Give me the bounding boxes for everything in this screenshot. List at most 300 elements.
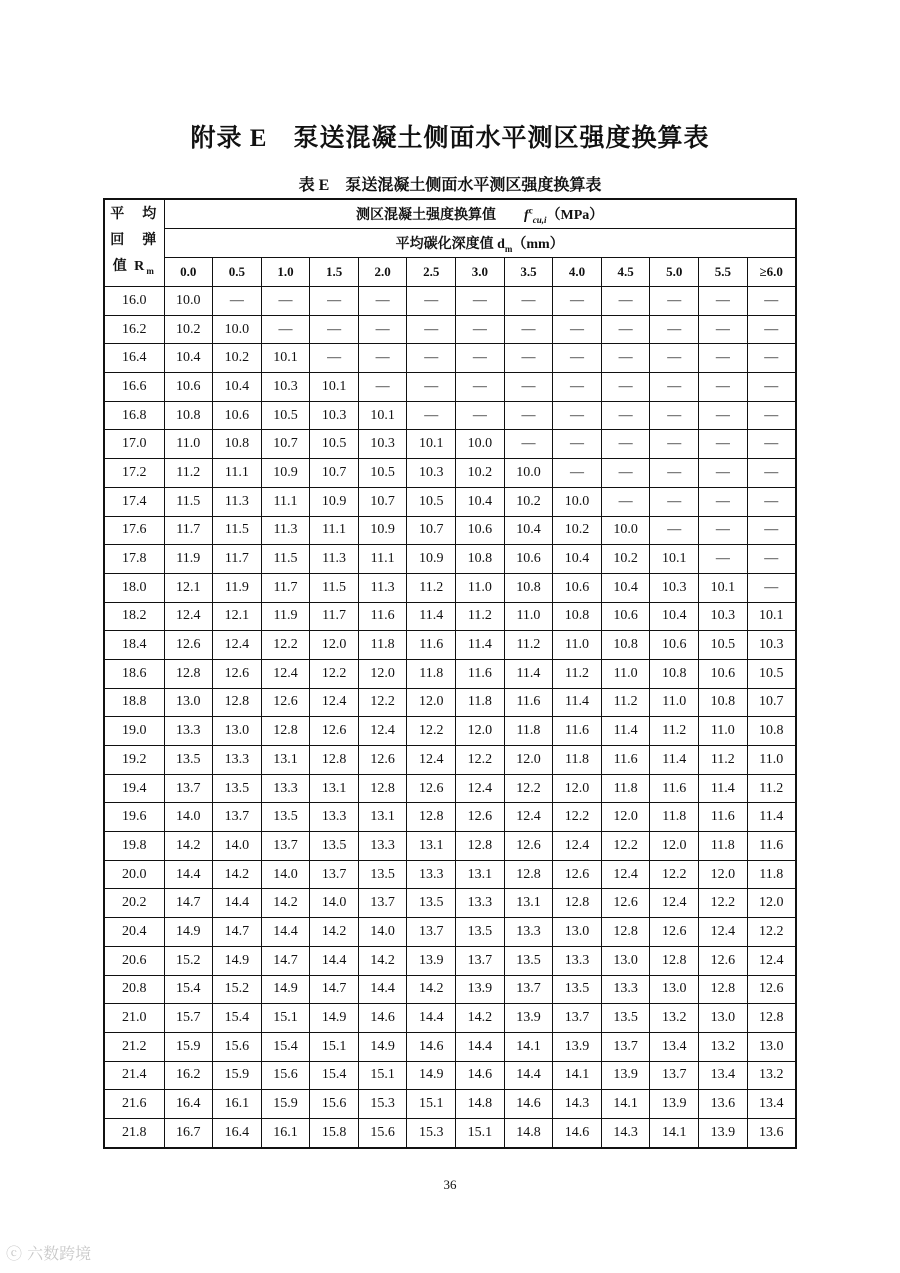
strength-value-cell: 13.6 bbox=[699, 1090, 748, 1119]
strength-value-cell: 13.7 bbox=[601, 1032, 650, 1061]
strength-value-cell: 11.1 bbox=[213, 459, 262, 488]
strength-value-cell: 12.8 bbox=[650, 946, 699, 975]
strength-value-cell: 12.6 bbox=[504, 832, 553, 861]
strength-value-cell: 15.9 bbox=[261, 1090, 310, 1119]
strength-value-cell: — bbox=[553, 344, 602, 373]
strength-value-cell: 15.4 bbox=[261, 1032, 310, 1061]
strength-value-cell: 14.6 bbox=[456, 1061, 505, 1090]
table-row bbox=[104, 918, 796, 947]
strength-value-cell: — bbox=[650, 315, 699, 344]
table-row bbox=[104, 774, 796, 803]
table-row bbox=[104, 573, 796, 602]
group-header-strength: 测区混凝土强度换算值 $f^c_{cu,i}(MPa)$ bbox=[164, 199, 796, 229]
strength-value-cell: 13.7 bbox=[358, 889, 407, 918]
strength-value-cell: 14.2 bbox=[164, 832, 213, 861]
strength-value-cell: — bbox=[747, 545, 796, 574]
strength-value-cell: 10.8 bbox=[213, 430, 262, 459]
strength-conversion-table bbox=[103, 198, 797, 1149]
strength-value-cell: 13.1 bbox=[358, 803, 407, 832]
strength-value-cell: 10.5 bbox=[358, 459, 407, 488]
strength-value-cell: 12.4 bbox=[213, 631, 262, 660]
strength-value-cell: 12.4 bbox=[310, 688, 359, 717]
strength-value-cell: 12.6 bbox=[553, 860, 602, 889]
table-row bbox=[104, 659, 796, 688]
strength-value-cell: 11.5 bbox=[164, 487, 213, 516]
strength-value-cell: 14.0 bbox=[164, 803, 213, 832]
strength-value-cell: 12.6 bbox=[650, 918, 699, 947]
strength-value-cell: 13.0 bbox=[747, 1032, 796, 1061]
strength-value-cell: 14.4 bbox=[213, 889, 262, 918]
strength-value-cell: 15.1 bbox=[310, 1032, 359, 1061]
rebound-value-cell: 20.8 bbox=[104, 975, 164, 1004]
strength-value-cell: 13.7 bbox=[456, 946, 505, 975]
strength-value-cell: 14.4 bbox=[456, 1032, 505, 1061]
strength-value-cell: 11.1 bbox=[358, 545, 407, 574]
strength-value-cell: 14.4 bbox=[358, 975, 407, 1004]
table-row bbox=[104, 315, 796, 344]
strength-value-cell: 14.0 bbox=[261, 860, 310, 889]
strength-value-cell: 11.8 bbox=[650, 803, 699, 832]
rebound-value-cell: 16.0 bbox=[104, 287, 164, 316]
strength-value-cell: 12.2 bbox=[504, 774, 553, 803]
strength-value-cell: 12.8 bbox=[504, 860, 553, 889]
strength-value-cell: 14.4 bbox=[504, 1061, 553, 1090]
strength-value-cell: 11.7 bbox=[213, 545, 262, 574]
rebound-value-cell: 16.2 bbox=[104, 315, 164, 344]
strength-value-cell: 10.7 bbox=[358, 487, 407, 516]
row-header-line1: 平 均 bbox=[110, 207, 159, 223]
strength-value-cell: 16.4 bbox=[213, 1118, 262, 1147]
strength-value-cell: 14.0 bbox=[213, 832, 262, 861]
strength-value-cell: 13.9 bbox=[504, 1004, 553, 1033]
appendix-heading: 附录 E 泵送混凝土侧面水平测区强度换算表 bbox=[190, 125, 710, 152]
strength-value-cell: — bbox=[358, 287, 407, 316]
page-number: 36 bbox=[443, 1177, 457, 1192]
strength-value-cell: 10.4 bbox=[213, 373, 262, 402]
strength-value-cell: 13.3 bbox=[164, 717, 213, 746]
strength-value-cell: 13.3 bbox=[407, 860, 456, 889]
strength-value-cell: — bbox=[310, 315, 359, 344]
strength-value-cell: — bbox=[747, 516, 796, 545]
strength-value-cell: 11.0 bbox=[747, 746, 796, 775]
strength-value-cell: 13.7 bbox=[504, 975, 553, 1004]
strength-value-cell: 14.9 bbox=[407, 1061, 456, 1090]
strength-value-cell: 10.0 bbox=[456, 430, 505, 459]
strength-value-cell: 12.0 bbox=[358, 659, 407, 688]
strength-value-cell: 13.0 bbox=[164, 688, 213, 717]
strength-value-cell: 14.4 bbox=[261, 918, 310, 947]
strength-value-cell: — bbox=[407, 401, 456, 430]
rebound-value-cell: 21.2 bbox=[104, 1032, 164, 1061]
strength-value-cell: 11.2 bbox=[601, 688, 650, 717]
strength-value-cell: 14.4 bbox=[164, 860, 213, 889]
strength-value-cell: 10.7 bbox=[261, 430, 310, 459]
table-row bbox=[104, 946, 796, 975]
strength-value-cell: 10.1 bbox=[261, 344, 310, 373]
column-header: 1.0 bbox=[261, 258, 310, 287]
strength-value-cell: — bbox=[650, 459, 699, 488]
strength-value-cell: 10.3 bbox=[407, 459, 456, 488]
rebound-value-cell: 16.4 bbox=[104, 344, 164, 373]
strength-value-cell: 13.3 bbox=[310, 803, 359, 832]
strength-value-cell: 10.2 bbox=[601, 545, 650, 574]
strength-value-cell: 11.8 bbox=[358, 631, 407, 660]
strength-value-cell: 15.1 bbox=[407, 1090, 456, 1119]
strength-value-cell: 12.2 bbox=[747, 918, 796, 947]
strength-value-cell: 13.2 bbox=[650, 1004, 699, 1033]
column-header: 5.0 bbox=[650, 258, 699, 287]
strength-value-cell: 12.8 bbox=[310, 746, 359, 775]
strength-value-cell: 12.4 bbox=[650, 889, 699, 918]
strength-value-cell: 15.9 bbox=[213, 1061, 262, 1090]
strength-value-cell: — bbox=[358, 315, 407, 344]
table-row bbox=[104, 1090, 796, 1119]
strength-value-cell: 10.0 bbox=[504, 459, 553, 488]
column-header: 3.5 bbox=[504, 258, 553, 287]
strength-value-cell: 12.0 bbox=[699, 860, 748, 889]
strength-value-cell: 12.4 bbox=[504, 803, 553, 832]
strength-value-cell: 14.9 bbox=[213, 946, 262, 975]
strength-value-cell: 15.9 bbox=[164, 1032, 213, 1061]
strength-value-cell: — bbox=[601, 344, 650, 373]
strength-value-cell: 10.9 bbox=[407, 545, 456, 574]
strength-value-cell: 11.4 bbox=[504, 659, 553, 688]
strength-value-cell: 11.4 bbox=[407, 602, 456, 631]
table-row bbox=[104, 803, 796, 832]
strength-value-cell: 13.3 bbox=[456, 889, 505, 918]
strength-value-cell: 13.4 bbox=[650, 1032, 699, 1061]
strength-value-cell: 13.1 bbox=[310, 774, 359, 803]
strength-value-cell: 12.2 bbox=[650, 860, 699, 889]
strength-value-cell: 11.2 bbox=[456, 602, 505, 631]
header-row-group bbox=[104, 199, 796, 229]
strength-value-cell: 11.9 bbox=[164, 545, 213, 574]
strength-value-cell: 10.0 bbox=[213, 315, 262, 344]
strength-value-cell: 11.6 bbox=[456, 659, 505, 688]
strength-value-cell: 10.5 bbox=[699, 631, 748, 660]
table-row bbox=[104, 631, 796, 660]
strength-value-cell: 11.6 bbox=[601, 746, 650, 775]
rebound-value-cell: 19.6 bbox=[104, 803, 164, 832]
column-header: 0.5 bbox=[213, 258, 262, 287]
strength-value-cell: 10.4 bbox=[456, 487, 505, 516]
strength-value-cell: 10.8 bbox=[747, 717, 796, 746]
strength-value-cell: 12.0 bbox=[553, 774, 602, 803]
strength-value-cell: 12.4 bbox=[601, 860, 650, 889]
strength-value-cell: 10.1 bbox=[407, 430, 456, 459]
strength-value-cell: 12.0 bbox=[310, 631, 359, 660]
strength-value-cell: 13.3 bbox=[504, 918, 553, 947]
rebound-value-cell: 17.8 bbox=[104, 545, 164, 574]
strength-value-cell: — bbox=[504, 315, 553, 344]
rebound-value-cell: 17.2 bbox=[104, 459, 164, 488]
strength-value-cell: 11.4 bbox=[456, 631, 505, 660]
strength-value-cell: 12.2 bbox=[358, 688, 407, 717]
strength-value-cell: 11.0 bbox=[164, 430, 213, 459]
strength-value-cell: 14.9 bbox=[358, 1032, 407, 1061]
strength-value-cell: 13.5 bbox=[456, 918, 505, 947]
rebound-value-cell: 17.0 bbox=[104, 430, 164, 459]
strength-value-cell: 13.5 bbox=[213, 774, 262, 803]
strength-value-cell: 13.3 bbox=[261, 774, 310, 803]
strength-value-cell: — bbox=[456, 373, 505, 402]
strength-value-cell: 15.8 bbox=[310, 1118, 359, 1147]
rebound-value-cell: 21.8 bbox=[104, 1118, 164, 1147]
table-row bbox=[104, 344, 796, 373]
strength-value-cell: 13.1 bbox=[407, 832, 456, 861]
strength-value-cell: 11.7 bbox=[164, 516, 213, 545]
strength-value-cell: 14.2 bbox=[358, 946, 407, 975]
strength-value-cell: 14.7 bbox=[310, 975, 359, 1004]
strength-value-cell: 13.9 bbox=[601, 1061, 650, 1090]
strength-value-cell: 11.0 bbox=[504, 602, 553, 631]
row-header-line3: 值 $R_m$ bbox=[112, 259, 156, 276]
strength-value-cell: 10.6 bbox=[213, 401, 262, 430]
strength-value-cell: — bbox=[699, 430, 748, 459]
strength-value-cell: — bbox=[699, 459, 748, 488]
strength-value-cell: 11.2 bbox=[699, 746, 748, 775]
strength-value-cell: 14.9 bbox=[164, 918, 213, 947]
strength-value-cell: 10.8 bbox=[553, 602, 602, 631]
strength-value-cell: 15.3 bbox=[407, 1118, 456, 1147]
strength-value-cell: 12.6 bbox=[261, 688, 310, 717]
strength-value-cell: — bbox=[504, 344, 553, 373]
strength-value-cell: 13.9 bbox=[456, 975, 505, 1004]
strength-value-cell: 10.2 bbox=[553, 516, 602, 545]
table-row bbox=[104, 516, 796, 545]
column-header: 2.5 bbox=[407, 258, 456, 287]
strength-value-cell: 15.6 bbox=[358, 1118, 407, 1147]
strength-value-cell: — bbox=[358, 373, 407, 402]
strength-value-cell: 12.2 bbox=[310, 659, 359, 688]
strength-value-cell: — bbox=[358, 344, 407, 373]
strength-value-cell: — bbox=[699, 545, 748, 574]
strength-value-cell: 10.3 bbox=[261, 373, 310, 402]
strength-value-cell: — bbox=[699, 516, 748, 545]
strength-value-cell: — bbox=[650, 287, 699, 316]
strength-value-cell: 15.1 bbox=[358, 1061, 407, 1090]
strength-value-cell: 10.5 bbox=[407, 487, 456, 516]
strength-value-cell: — bbox=[747, 287, 796, 316]
strength-value-cell: 10.7 bbox=[747, 688, 796, 717]
strength-value-cell: 12.1 bbox=[213, 602, 262, 631]
strength-value-cell: 10.8 bbox=[650, 659, 699, 688]
strength-value-cell: 10.6 bbox=[553, 573, 602, 602]
strength-value-cell: 13.9 bbox=[650, 1090, 699, 1119]
strength-value-cell: — bbox=[553, 315, 602, 344]
table-row bbox=[104, 287, 796, 316]
strength-value-cell: 11.4 bbox=[699, 774, 748, 803]
rebound-value-cell: 21.4 bbox=[104, 1061, 164, 1090]
strength-value-cell: 14.6 bbox=[504, 1090, 553, 1119]
column-header: 4.0 bbox=[553, 258, 602, 287]
strength-value-cell: — bbox=[601, 315, 650, 344]
strength-value-cell: 16.1 bbox=[261, 1118, 310, 1147]
strength-value-cell: 12.6 bbox=[747, 975, 796, 1004]
strength-value-cell: 11.4 bbox=[553, 688, 602, 717]
strength-value-cell: 13.1 bbox=[504, 889, 553, 918]
table-row bbox=[104, 860, 796, 889]
strength-value-cell: 12.0 bbox=[504, 746, 553, 775]
strength-value-cell: 12.6 bbox=[407, 774, 456, 803]
strength-value-cell: 13.3 bbox=[601, 975, 650, 1004]
strength-value-cell: 13.2 bbox=[747, 1061, 796, 1090]
strength-value-cell: 15.3 bbox=[358, 1090, 407, 1119]
strength-value-cell: 12.8 bbox=[601, 918, 650, 947]
strength-value-cell: 12.4 bbox=[553, 832, 602, 861]
header-row-depth bbox=[104, 229, 796, 258]
strength-value-cell: — bbox=[456, 315, 505, 344]
strength-value-cell: 13.3 bbox=[553, 946, 602, 975]
strength-value-cell: — bbox=[650, 401, 699, 430]
strength-value-cell: 10.2 bbox=[504, 487, 553, 516]
strength-value-cell: 13.5 bbox=[261, 803, 310, 832]
strength-value-cell: 15.4 bbox=[213, 1004, 262, 1033]
table-row bbox=[104, 373, 796, 402]
strength-value-cell: 11.6 bbox=[699, 803, 748, 832]
strength-value-cell: 10.6 bbox=[504, 545, 553, 574]
strength-value-cell: 11.6 bbox=[407, 631, 456, 660]
strength-value-cell: 13.0 bbox=[601, 946, 650, 975]
strength-value-cell: 10.2 bbox=[213, 344, 262, 373]
strength-value-cell: 11.9 bbox=[261, 602, 310, 631]
rebound-value-cell: 21.6 bbox=[104, 1090, 164, 1119]
strength-value-cell: 13.4 bbox=[699, 1061, 748, 1090]
rebound-value-cell: 18.4 bbox=[104, 631, 164, 660]
strength-value-cell: 14.6 bbox=[553, 1118, 602, 1147]
strength-value-cell: 14.1 bbox=[553, 1061, 602, 1090]
strength-value-cell: 14.8 bbox=[456, 1090, 505, 1119]
strength-value-cell: 10.4 bbox=[164, 344, 213, 373]
strength-value-cell: 11.6 bbox=[358, 602, 407, 631]
depth-header: 平均碳化深度值 $d_m(mm)$ bbox=[164, 229, 796, 258]
strength-value-cell: 12.0 bbox=[407, 688, 456, 717]
strength-value-cell: 15.7 bbox=[164, 1004, 213, 1033]
strength-value-cell: 12.4 bbox=[407, 746, 456, 775]
strength-value-cell: 10.3 bbox=[650, 573, 699, 602]
strength-value-cell: 11.0 bbox=[553, 631, 602, 660]
strength-value-cell: — bbox=[601, 487, 650, 516]
table-row bbox=[104, 832, 796, 861]
strength-value-cell: 13.3 bbox=[213, 746, 262, 775]
table-row bbox=[104, 1032, 796, 1061]
rebound-value-cell: 18.8 bbox=[104, 688, 164, 717]
strength-value-cell: 14.2 bbox=[213, 860, 262, 889]
strength-value-cell: 10.9 bbox=[261, 459, 310, 488]
strength-value-cell: 12.8 bbox=[261, 717, 310, 746]
strength-value-cell: 13.9 bbox=[699, 1118, 748, 1147]
strength-value-cell: 11.2 bbox=[164, 459, 213, 488]
strength-value-cell: 12.6 bbox=[213, 659, 262, 688]
strength-value-cell: 11.4 bbox=[747, 803, 796, 832]
strength-value-cell: 11.5 bbox=[261, 545, 310, 574]
strength-value-cell: 14.7 bbox=[213, 918, 262, 947]
strength-value-cell: 14.9 bbox=[310, 1004, 359, 1033]
strength-value-cell: 11.8 bbox=[699, 832, 748, 861]
column-header: 4.5 bbox=[601, 258, 650, 287]
table-row bbox=[104, 430, 796, 459]
strength-value-cell: 12.8 bbox=[164, 659, 213, 688]
strength-value-cell: — bbox=[261, 315, 310, 344]
strength-value-cell: 10.2 bbox=[164, 315, 213, 344]
strength-value-cell: 14.7 bbox=[164, 889, 213, 918]
rebound-value-cell: 19.4 bbox=[104, 774, 164, 803]
rebound-value-cell: 19.0 bbox=[104, 717, 164, 746]
strength-value-cell: 15.2 bbox=[164, 946, 213, 975]
strength-value-cell: 14.0 bbox=[358, 918, 407, 947]
strength-value-cell: 10.4 bbox=[601, 573, 650, 602]
strength-value-cell: — bbox=[747, 487, 796, 516]
rebound-value-cell: 21.0 bbox=[104, 1004, 164, 1033]
strength-value-cell: 14.2 bbox=[456, 1004, 505, 1033]
strength-value-cell: 16.1 bbox=[213, 1090, 262, 1119]
strength-value-cell: 15.6 bbox=[213, 1032, 262, 1061]
strength-value-cell: — bbox=[407, 373, 456, 402]
strength-value-cell: 11.0 bbox=[699, 717, 748, 746]
strength-value-cell: 13.0 bbox=[553, 918, 602, 947]
strength-value-cell: — bbox=[407, 315, 456, 344]
table-row bbox=[104, 1004, 796, 1033]
rebound-value-cell: 18.0 bbox=[104, 573, 164, 602]
strength-value-cell: — bbox=[553, 287, 602, 316]
strength-value-cell: 11.7 bbox=[261, 573, 310, 602]
strength-value-cell: — bbox=[310, 287, 359, 316]
strength-value-cell: 13.5 bbox=[504, 946, 553, 975]
strength-value-cell: — bbox=[553, 401, 602, 430]
strength-value-cell: 12.4 bbox=[164, 602, 213, 631]
strength-value-cell: 11.8 bbox=[747, 860, 796, 889]
strength-value-cell: 11.0 bbox=[650, 688, 699, 717]
strength-value-cell: 16.2 bbox=[164, 1061, 213, 1090]
strength-value-cell: 15.2 bbox=[213, 975, 262, 1004]
strength-value-cell: 13.7 bbox=[407, 918, 456, 947]
strength-value-cell: — bbox=[699, 287, 748, 316]
strength-value-cell: 10.3 bbox=[358, 430, 407, 459]
table-row bbox=[104, 401, 796, 430]
strength-value-cell: — bbox=[747, 430, 796, 459]
strength-value-cell: — bbox=[601, 401, 650, 430]
strength-value-cell: — bbox=[504, 401, 553, 430]
strength-value-cell: 11.6 bbox=[747, 832, 796, 861]
strength-value-cell: 12.4 bbox=[261, 659, 310, 688]
rebound-value-cell: 20.2 bbox=[104, 889, 164, 918]
strength-value-cell: 10.6 bbox=[456, 516, 505, 545]
strength-value-cell: 12.8 bbox=[213, 688, 262, 717]
rebound-value-cell: 20.4 bbox=[104, 918, 164, 947]
strength-value-cell: 13.5 bbox=[407, 889, 456, 918]
strength-value-cell: — bbox=[601, 430, 650, 459]
strength-value-cell: 12.6 bbox=[358, 746, 407, 775]
strength-value-cell: — bbox=[650, 487, 699, 516]
strength-value-cell: — bbox=[553, 373, 602, 402]
rebound-value-cell: 16.8 bbox=[104, 401, 164, 430]
strength-value-cell: 13.0 bbox=[699, 1004, 748, 1033]
strength-value-cell: 11.2 bbox=[504, 631, 553, 660]
column-header: 2.0 bbox=[358, 258, 407, 287]
strength-value-cell: 11.3 bbox=[310, 545, 359, 574]
strength-value-cell: 10.6 bbox=[699, 659, 748, 688]
strength-value-cell: — bbox=[407, 287, 456, 316]
table-row bbox=[104, 1118, 796, 1147]
strength-value-cell: 14.2 bbox=[310, 918, 359, 947]
strength-value-cell: 14.6 bbox=[358, 1004, 407, 1033]
strength-value-cell: 10.8 bbox=[504, 573, 553, 602]
strength-value-cell: 13.7 bbox=[261, 832, 310, 861]
strength-value-cell: 13.5 bbox=[601, 1004, 650, 1033]
strength-value-cell: 10.3 bbox=[747, 631, 796, 660]
strength-value-cell: 12.8 bbox=[553, 889, 602, 918]
strength-value-cell: 11.5 bbox=[310, 573, 359, 602]
